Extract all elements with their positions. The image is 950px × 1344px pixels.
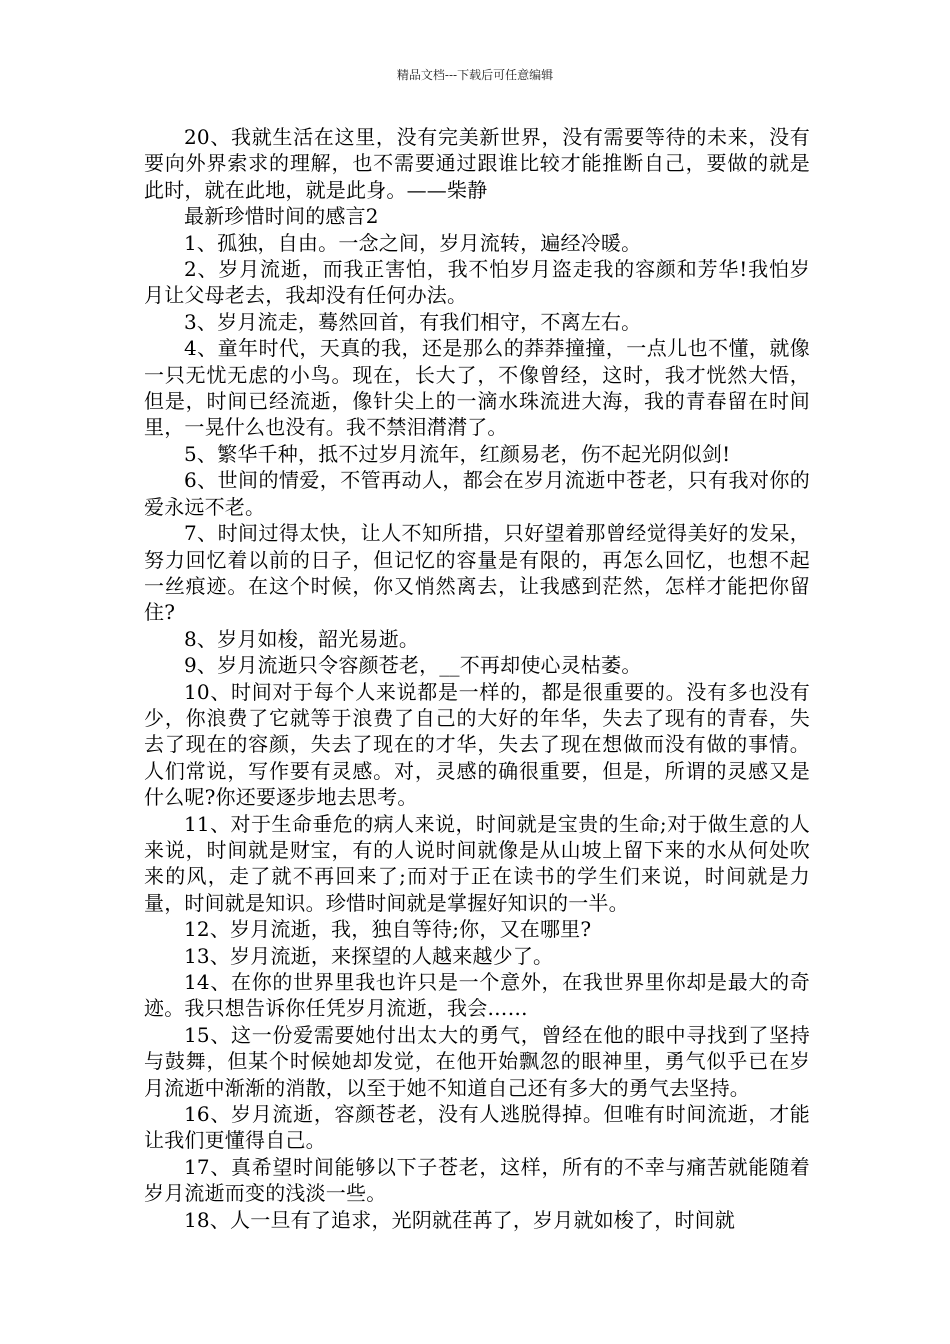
paragraph-7: 7、时间过得太快，让人不知所措，只好望着那曾经觉得美好的发呆，努力回忆着以前的日子，但记忆的容量是有限的，再怎么回忆，也想不起一丝痕迹。在这个时候，你又悄然离去，让我感到茫然，怎样才能把你留住? (144, 521, 810, 625)
document-body (144, 124, 810, 1233)
paragraph-10: 10、时间对于每个人来说都是一样的，都是很重要的。没有多也没有少，你浪费了它就等于浪费了自己的大好的年华，失去了现有的青春，失去了现在的容颜，失去了现在的才华，失去了现在想做而没有做的事情。人们常说，写作要有灵感。对，灵感的确很重要，但是，所谓的灵感又是什么呢?你还要逐步地去思考。 (144, 679, 810, 810)
paragraph-15: 15、这一份爱需要她付出太大的勇气，曾经在他的眼中寻找到了坚持与鼓舞，但某个时候她却发觉，在他开始飘忽的眼神里，勇气似乎已在岁月流逝中渐渐的消散，以至于她不知道自己还有多大的勇气去坚持。 (144, 1022, 810, 1100)
paragraph-14: 14、在你的世界里我也许只是一个意外，在我世界里你却是最大的奇迹。我只想告诉你任凭岁月流逝，我会…… (144, 970, 810, 1021)
paragraph-2: 2、岁月流逝，而我正害怕，我不怕岁月盗走我的容颜和芳华!我怕岁月让父母老去，我却没有任何办法。 (144, 257, 810, 308)
paragraph-5: 5、繁华千种，抵不过岁月流年，红颜易老，伤不起光阴似剑! (184, 441, 731, 466)
paragraph-17: 17、真希望时间能够以下子苍老，这样，所有的不幸与痛苦就能随着岁月流逝而变的浅淡一些。 (144, 1154, 810, 1206)
paragraph-1: 1、孤独，自由。一念之间，岁月流转，遍经冷暖。 (184, 230, 642, 255)
paragraph-8: 8、岁月如梭，韶光易逝。 (184, 626, 420, 651)
paragraph-11: 11、对于生命垂危的病人来说，时间就是宝贵的生命;对于做生意的人来说，时间就是财宝，有的人说时间就像是从山坡上留下来的水从何处吹来的风，走了就不再回来了;而对于正在读书的学生们来说，时间就是力量，时间就是知识。珍惜时间就是掌握好知识的一半。 (144, 811, 810, 915)
paragraph-4: 4、童年时代，天真的我，还是那么的莽莽撞撞，一点儿也不懂，就像一只无忧无虑的小鸟。现在，长大了，不像曾经，这时，我才恍然大悟，但是，时间已经流逝，像针尖上的一滴水珠流进大海，我的青春留在时间里，一晃什么也没有。我不禁泪潸潸了。 (144, 336, 810, 440)
paragraph-20: 20、我就生活在这里，没有完美新世界，没有需要等待的未来，没有要向外界索求的理解，也不需要通过跟谁比较才能推断自己，要做的就是此时，就在此地，就是此身。——柴静 (144, 125, 810, 202)
paragraph-16: 16、岁月流逝，容颜苍老，没有人逃脱得掉。但唯有时间流逝，才能让我们更懂得自己。 (144, 1102, 810, 1153)
paragraph-18: 18、人一旦有了追求，光阴就荏苒了，岁月就如梭了，时间就 (184, 1207, 736, 1232)
paragraph-13: 13、岁月流逝，来探望的人越来越少了。 (184, 943, 554, 968)
page-header: 精品文档---下载后可任意编辑 (396, 68, 554, 82)
paragraph-3: 3、岁月流走，蓦然回首，有我们相守，不离左右。 (184, 309, 642, 334)
paragraph-9: 9、岁月流逝只令容颜苍老，__不再却使心灵枯萎。 (184, 653, 642, 678)
section-heading: 最新珍惜时间的感言2 (184, 204, 379, 229)
paragraph-6: 6、世间的情爱，不管再动人，都会在岁月流逝中苍老，只有我对你的爱永远不老。 (144, 468, 810, 519)
paragraph-12: 12、岁月流逝，我，独自等待;你，又在哪里? (184, 917, 592, 942)
